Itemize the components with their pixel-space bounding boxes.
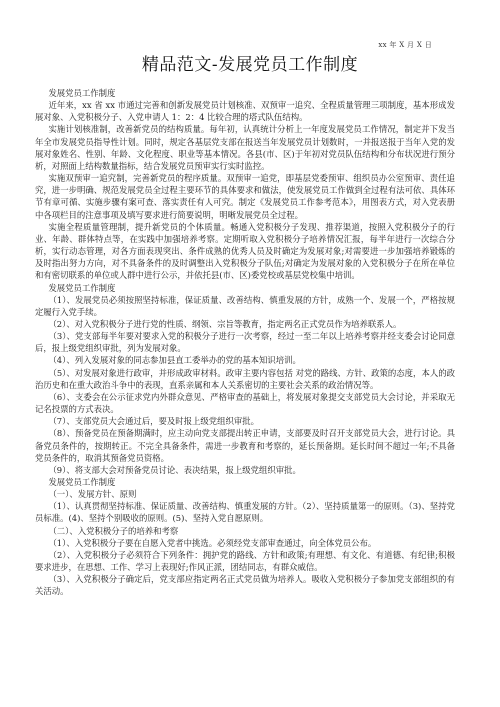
body-paragraph: 发展党员工作制度 bbox=[48, 477, 116, 487]
body-paragraph: （8）、预备党员在预备期满时，应主动向党支部提出转正申请，支部要及时召开支部党员大会，进行讨论。具备党员条件的，按期转正。不完全具备条件，需进一步教育和考察的，延长预备期。延长时间不超过一年;不具备党员条件的，取消其预备党员资格。 bbox=[35, 428, 455, 463]
body-paragraph: 实施全程质量管理制，提升新党员的个体质量。畅通入党积极分子发现、推荐渠道，按照入党积极分子的行业、年龄、群体特点等，在实践中加强培养考察。定期听取入党积极分子培养情况汇报，每半年进行一次综合分析，实行动态管理，对各方面表现突出、条件成熟的优秀人员及时确定为发展对象;对需要进一步加强培养锻炼的及时指出努力方向，对不具备条件的及时调整出入党积极分子队伍;对确定为发展对象的入党积极分子在所在单位和有密切联系的单位或人群中进行公示，并依托县(市、区)委党校或基层党校集中培训。 bbox=[35, 221, 455, 281]
body-paragraph: （2）、对入党积极分子进行党的性质、纲领、宗旨等教育，指定两名正式党员作为培养联系人。 bbox=[48, 318, 402, 329]
body-paragraph: （一）、发展方针、原则 bbox=[48, 489, 137, 500]
body-paragraph: （4）、列入发展对象的同志参加县直工委举办的党的基本知识培训。 bbox=[48, 355, 301, 366]
body-paragraph: （6）、支委会在公示征求党内外群众意见、严格审查的基础上，将发展对象提交支部党员大会讨论，并采取无记名投票的方式表决。 bbox=[35, 391, 455, 415]
body-paragraph: （2）、入党积极分子必须符合下列条件：拥护党的路线、方针和政策;有理想、有文化、有道德、有纪律;积极要求进步，在思想、工作、学习上表现好;作风正派，团结同志，有群众威信。 bbox=[35, 549, 455, 573]
body-paragraph: （1）、发展党员必须按照坚持标准，保证质量、改善结构、慎重发展的方针，成熟一个、发展一个，严格按规定履行入党手续。 bbox=[35, 294, 455, 317]
body-paragraph: 发展党员工作制度 bbox=[48, 88, 116, 98]
body-paragraph: （3）、党支部每半年要对要求入党的积极分子进行一次考察，经过一至二年以上培养考察并经支委会讨论同意后，报上级党组织审批，列为发展对象。 bbox=[35, 331, 455, 354]
body-paragraph: 近年来，xx 省 xx 市通过完善和创新发展党员计划核准、双预审一追究、全程质量管理三项制度，基本形成发展对象、入党积极分子、入党申请人 1：2：4 比较合理的塔式队伍结构。 bbox=[35, 100, 455, 123]
body-paragraph: （7）、支部党员大会通过后，要及时报上级党组织审批。 bbox=[48, 416, 259, 427]
body-paragraph: （5）、对发展对象进行政审，并形成政审材料。政审主要内容包括 对党的路线、方针、政策的态度，本人的政治历史和在重大政治斗争中的表现，直系亲属和本人关系密切的主要社会关系的政治情况等。 bbox=[35, 367, 455, 390]
document-date: xx 年 X 月 X 日 bbox=[378, 41, 432, 49]
document-title: 精品范文-发展党员工作制度 bbox=[141, 55, 359, 75]
body-paragraph: 实施双预审一追究制，完善新党员的程序质量。双预审一追党，即基层党委预审、组织员办公室预审、责任追究，进一步明确、规范发展党员全过程主要环节的具体要求和做法，使发展党员工作做到全过程有法可依、具体环节有章可循、实施步骤有案可查、落实责任有人可究。制定《发展党员工作参考范本》，用图表方式，对入党表册中各项栏目的注意事项及填写要求进行简要说明，明晰发展党员全过程。 bbox=[35, 173, 455, 220]
body-paragraph: （1）、入党积极分子要在自愿入党者中挑选。必须经党支部审查通过，向全体党员公布。 bbox=[48, 537, 377, 548]
document-body bbox=[35, 87, 455, 598]
body-paragraph: 实施计划核准制，改善新党员的结构质量。每年初，认真统计分析上一年度发展党员工作情况，制定并下发当年全市发展党员指导性计划。同时，规定各基层党支部在报送当年发展党员计划数时，一并报送报于当年入党的发展对象姓名、性别、年龄、文化程度、职业等基本情况。各县(市、区)于年初对党员队伍结构和分布状况进行预分析，对照面上结构数量指标，结合发展党员预审实行实时监控。 bbox=[35, 124, 455, 171]
body-paragraph: （二）、入党积极分子的培养和考察 bbox=[48, 525, 179, 536]
body-paragraph: （1）、认真贯彻坚持标准、保证质量、改善结构、慎重发展的方针。（2）、坚持质量第一的原则。（3)、坚持党员标准。(4)、坚持个别吸收的原则。(5)、坚持入党自愿原则。 bbox=[35, 501, 455, 524]
body-paragraph: （3）、入党积极分子确定后，党支部应指定两名正式党员做为培养人。吸收入党积极分子参加党支部组织的有关活动。 bbox=[35, 574, 455, 597]
body-paragraph: 发展党员工作制度 bbox=[48, 282, 116, 293]
body-paragraph: （9）、将支部大会对预备党员讨论、表决结果，报上级党组织审批。 bbox=[48, 464, 301, 475]
